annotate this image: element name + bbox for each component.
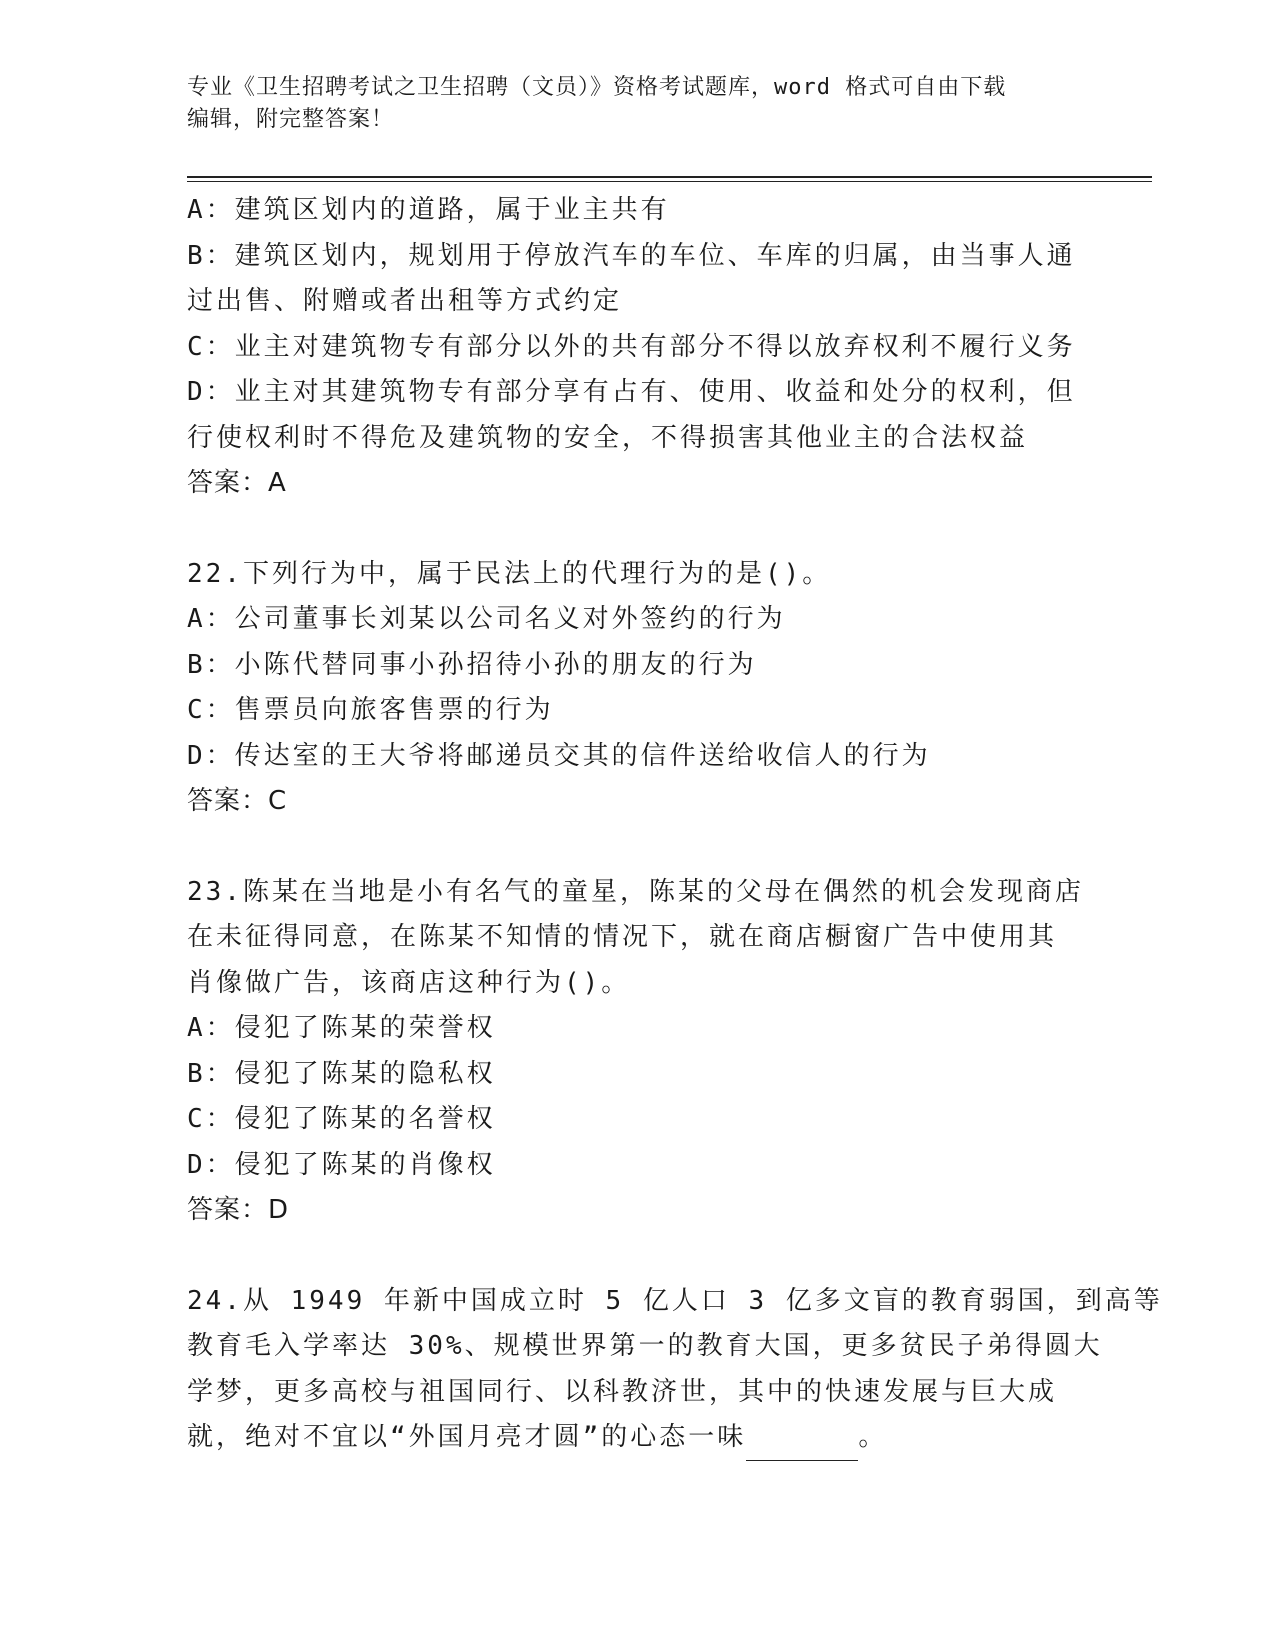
question-stem-line-2: 在未征得同意，在陈某不知情的情况下，就在商店橱窗广告中使用其 bbox=[187, 922, 1058, 952]
answer: 答案：A bbox=[187, 468, 287, 498]
question-22 bbox=[187, 552, 1087, 825]
question-stem-line-3: 学梦，更多高校与祖国同行、以科教济世，其中的快速发展与巨大成 bbox=[187, 1376, 1058, 1407]
option-b: B：建筑区划内，规划用于停放汽车的车位、车库的归属，由当事人通 bbox=[187, 240, 1076, 271]
question-23 bbox=[187, 870, 1087, 1234]
option-b: B：小陈代替同事小孙招待小孙的朋友的行为 bbox=[187, 649, 757, 680]
question-stem-line-2: 教育毛入学率达 30%、规模世界第一的教育大国，更多贫民子弟得圆大 bbox=[187, 1331, 1103, 1361]
option-d: D：侵犯了陈某的肖像权 bbox=[187, 1149, 496, 1180]
answer: 答案：C bbox=[187, 786, 288, 816]
option-c: C：业主对建筑物专有部分以外的共有部分不得以放弃权利不履行义务 bbox=[187, 331, 1076, 362]
question-stem-text: 就，绝对不宜以“外国月亮才圆”的心态一味 bbox=[187, 1422, 747, 1452]
option-d-continued: 行使权利时不得危及建筑物的安全，不得损害其他业主的合法权益 bbox=[187, 422, 1029, 453]
option-c: C：售票员向旅客售票的行为 bbox=[187, 695, 554, 725]
fill-in-blank bbox=[746, 1430, 858, 1461]
header-line-1: 专业《卫生招聘考试之卫生招聘（文员）》资格考试题库，word 格式可自由下载 bbox=[187, 75, 1007, 100]
question-stem-end: 。 bbox=[858, 1422, 888, 1452]
option-d: D：业主对其建筑物专有部分享有占有、使用、收益和处分的权利，但 bbox=[187, 377, 1076, 407]
question-stem-line-1: 23.陈某在当地是小有名气的童星，陈某的父母在偶然的机会发现商店 bbox=[187, 876, 1084, 907]
header-divider bbox=[187, 176, 1152, 178]
question-content bbox=[187, 188, 1163, 1461]
document-header bbox=[187, 72, 1087, 136]
option-a: A：公司董事长刘某以公司名义对外签约的行为 bbox=[187, 604, 786, 634]
option-a: A：侵犯了陈某的荣誉权 bbox=[187, 1013, 496, 1043]
question-stem-line-4 bbox=[187, 1415, 1087, 1461]
option-b: B：侵犯了陈某的隐私权 bbox=[187, 1058, 496, 1089]
question-stem: 22.下列行为中，属于民法上的代理行为的是()。 bbox=[187, 558, 832, 589]
header-divider-thin bbox=[187, 181, 1152, 182]
spacer bbox=[187, 825, 1087, 870]
option-c: C：侵犯了陈某的名誉权 bbox=[187, 1104, 496, 1134]
option-b-continued: 过出售、附赠或者出租等方式约定 bbox=[187, 286, 623, 316]
option-a: A：建筑区划内的道路，属于业主共有 bbox=[187, 195, 670, 225]
option-d: D：传达室的王大爷将邮递员交其的信件送给收信人的行为 bbox=[187, 740, 931, 771]
question-stem-line-3: 肖像做广告，该商店这种行为()。 bbox=[187, 967, 631, 998]
spacer bbox=[187, 507, 1087, 552]
question-21 bbox=[187, 188, 1087, 507]
question-stem-line-1: 24.从 1949 年新中国成立时 5 亿人口 3 亿多文盲的教育弱国，到高等 bbox=[187, 1285, 1163, 1316]
question-24 bbox=[187, 1279, 1163, 1461]
spacer bbox=[187, 1234, 1087, 1279]
answer: 答案：D bbox=[187, 1195, 290, 1225]
header-line-2: 编辑，附完整答案！ bbox=[187, 107, 395, 132]
